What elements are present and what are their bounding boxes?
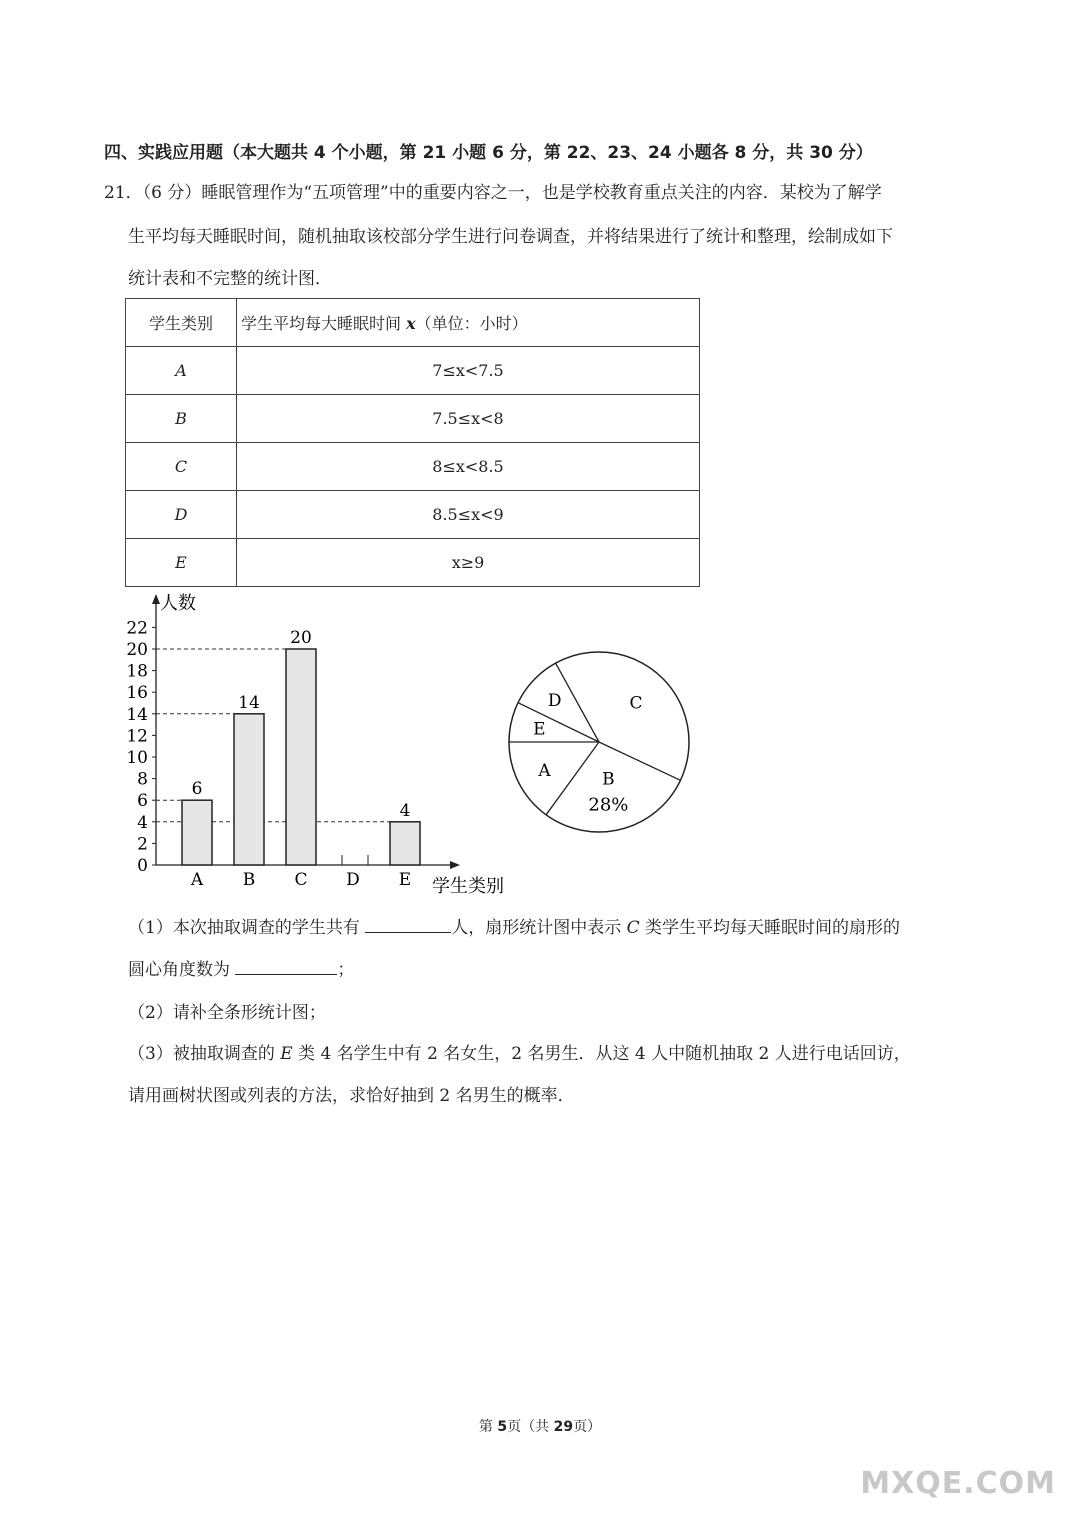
pie-slice-label: D	[547, 690, 562, 711]
x-tick-label: B	[242, 870, 256, 890]
answer-blank-angle[interactable]	[235, 956, 337, 975]
y-tick-label: 8	[137, 769, 148, 790]
y-tick-label: 18	[126, 661, 148, 682]
table-row	[126, 539, 700, 587]
category-table	[125, 298, 700, 587]
bar	[286, 649, 316, 865]
header-unit: （单位：小时）	[415, 314, 528, 333]
footer-total-pages: 29	[553, 1419, 574, 1435]
bar-data-label: 20	[290, 628, 312, 648]
watermark-logo: MXQE.COM	[860, 1466, 1056, 1501]
table-cell-range: 8.5≤x<9	[237, 491, 700, 539]
bar-data-label: 6	[191, 779, 203, 800]
table-header-category: 学生类别	[126, 299, 237, 347]
table-cell-category: C	[126, 443, 237, 491]
y-tick-label: 12	[126, 726, 148, 747]
footer-text-a: 第	[478, 1419, 498, 1435]
x-tick-label: A	[190, 870, 204, 890]
pie-slice-label: E	[533, 719, 546, 740]
x-tick-label: D	[346, 870, 360, 890]
y-tick-label: 20	[126, 640, 148, 660]
header-variable: x	[406, 314, 416, 333]
x-axis-label: 学生类别	[432, 876, 504, 897]
y-tick-label: 16	[126, 683, 148, 704]
y-tick-label: 10	[126, 748, 148, 768]
q1-text-b: 人，扇形统计图中表示	[451, 918, 627, 938]
bar-chart	[100, 588, 540, 898]
subquestion-1	[128, 913, 900, 938]
table-cell-category: B	[126, 395, 237, 443]
page-footer	[0, 1416, 1080, 1436]
subquestion-1-cont	[128, 955, 354, 980]
subquestion-3-cont: 请用画树状图或列表的方法，求恰好抽到 2 名男生的概率．	[128, 1086, 575, 1106]
q1-text-c: 类学生平均每天睡眠时间的扇形的	[639, 918, 901, 938]
table-cell-category: D	[126, 491, 237, 539]
question-line-3: 统计表和不完整的统计图．	[128, 269, 332, 289]
table-row	[126, 395, 700, 443]
y-tick-label: 4	[137, 812, 148, 833]
header-text: 学生平均每大睡眠时间	[241, 314, 407, 333]
q3-variable: E	[280, 1044, 293, 1064]
answer-blank-total[interactable]	[365, 914, 451, 933]
subquestion-2: （2）请补全条形统计图；	[128, 1003, 326, 1023]
table-cell-range: 7.5≤x<8	[237, 395, 700, 443]
bar	[234, 714, 264, 865]
q1-variable: C	[626, 918, 640, 938]
section-title: 四、实践应用题（本大题共 4 个小题，第 21 小题 6 分，第 22、23、24 小题各 8 分，共 30 分）	[104, 143, 873, 163]
q3-text-a: （3）被抽取调查的	[128, 1044, 281, 1064]
footer-text-b: 页（共	[507, 1419, 554, 1435]
pie-slice-label: B	[602, 769, 615, 790]
bar-data-label: 14	[238, 692, 260, 713]
q1-text-d: 圆心角度数为	[128, 960, 236, 980]
bar	[182, 800, 212, 865]
table-cell-range: 7≤x<7.5	[237, 347, 700, 395]
table-cell-range: 8≤x<8.5	[237, 443, 700, 491]
y-tick-label: 2	[137, 834, 148, 855]
bar	[390, 822, 420, 865]
footer-text-c: 页）	[573, 1419, 602, 1435]
pie-slice-label: A	[538, 760, 551, 781]
x-tick-label: E	[398, 870, 412, 890]
table-cell-category: E	[126, 539, 237, 587]
y-tick-label: 14	[126, 704, 148, 725]
table-cell-category: A	[126, 347, 237, 395]
table-cell-range: x≥9	[237, 539, 700, 587]
pie-chart	[495, 638, 705, 838]
table-row	[126, 347, 700, 395]
x-tick-label: C	[294, 870, 308, 890]
subquestion-3	[128, 1039, 911, 1064]
table-row	[126, 491, 700, 539]
pie-slice-label: C	[629, 693, 643, 714]
question-line-2: 生平均每天睡眠时间，随机抽取该校部分学生进行问卷调查，并将结果进行了统计和整理，绘制成如下	[128, 227, 893, 247]
question-line-1: 21．（6 分）睡眠管理作为“五项管理”中的重要内容之一，也是学校教育重点关注的内容．某校为了解学	[104, 183, 882, 203]
table-header-range	[237, 299, 700, 347]
y-tick-label: 6	[137, 791, 148, 812]
footer-page-number: 5	[497, 1419, 508, 1435]
q1-text-a: （1）本次抽取调查的学生共有	[128, 918, 366, 938]
table-header-row	[126, 299, 700, 347]
q1-text-e: ；	[337, 960, 355, 980]
y-axis-arrow	[152, 594, 160, 604]
q3-text-b: 类 4 名学生中有 2 名女生，2 名男生．从这 4 人中随机抽取 2 人进行电话回访，	[292, 1044, 911, 1064]
table-row	[126, 443, 700, 491]
pie-slice-percent: 28%	[588, 794, 629, 816]
x-axis-arrow	[450, 861, 460, 869]
y-tick-label: 22	[126, 618, 148, 639]
bar-data-label: 4	[399, 800, 411, 821]
y-tick-label: 0	[137, 856, 148, 876]
y-axis-label: 人数	[160, 593, 196, 614]
